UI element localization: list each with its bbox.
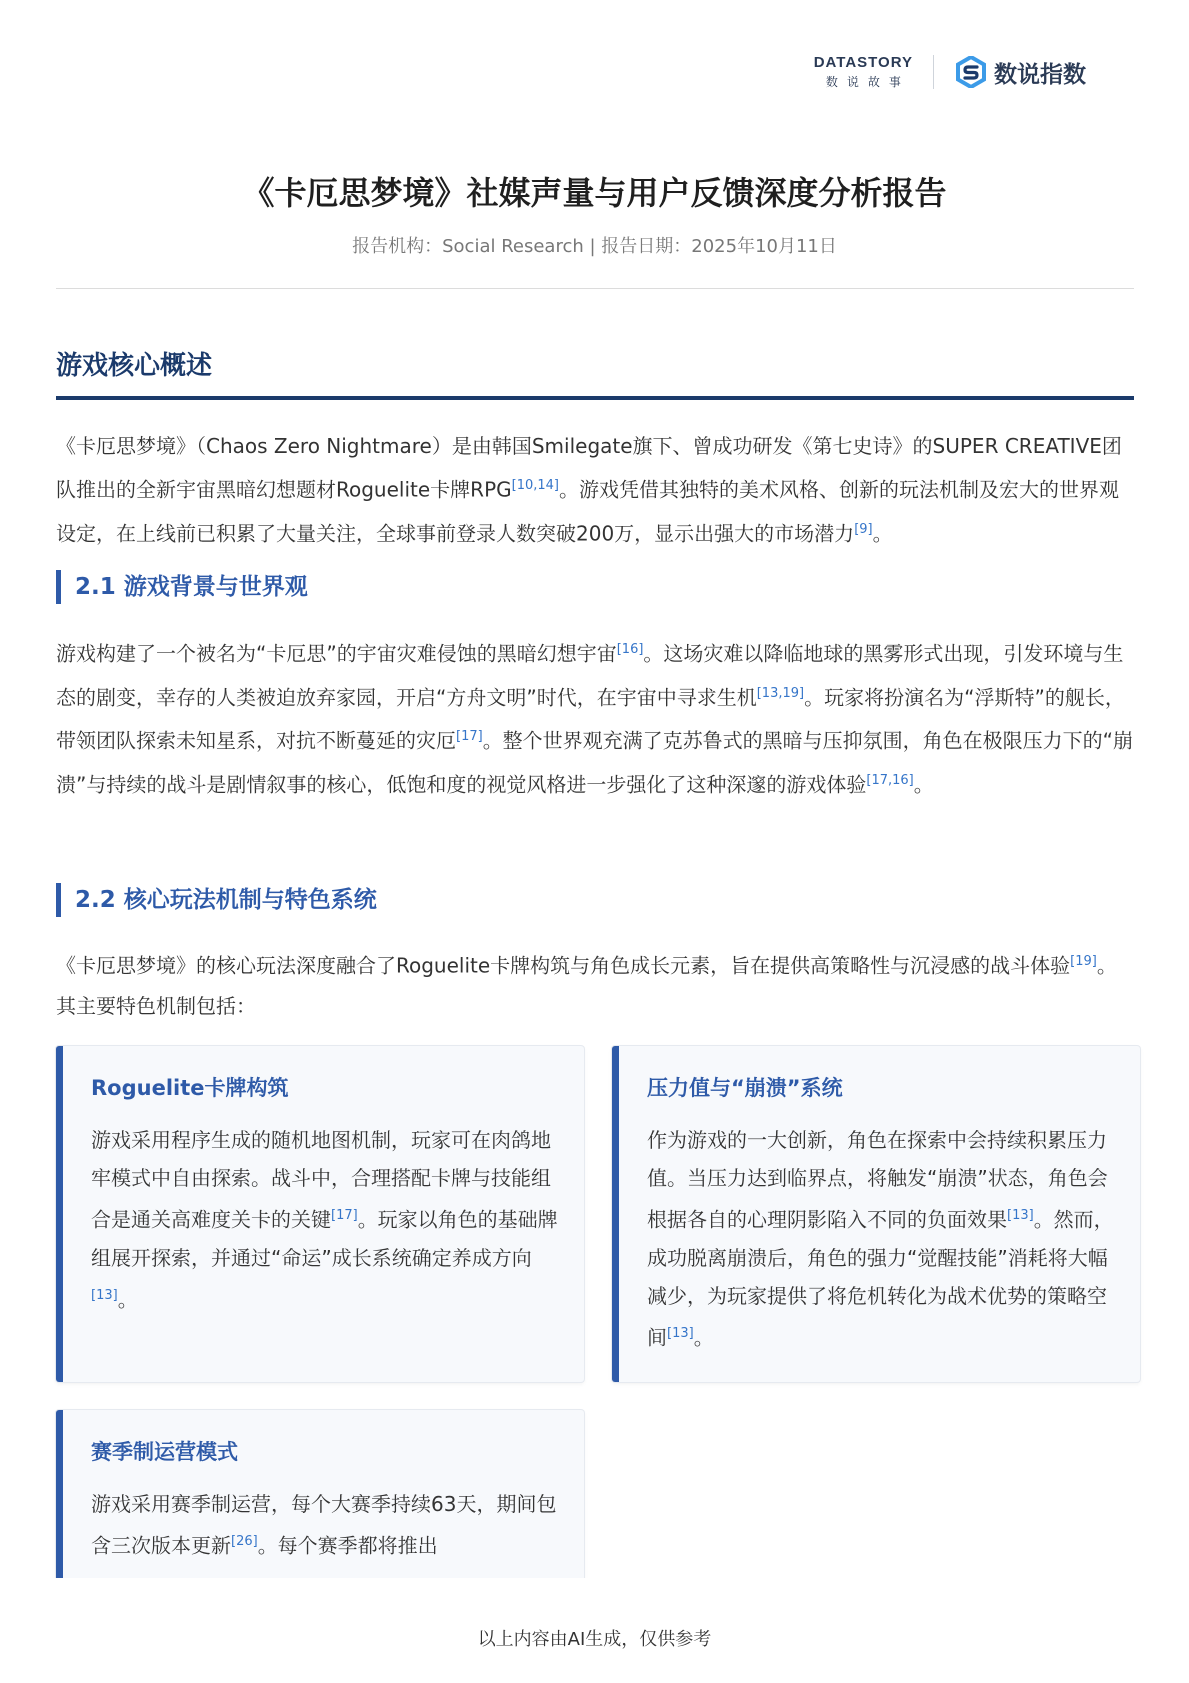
section-divider	[56, 396, 1134, 400]
citation[interactable]: [16]	[616, 642, 644, 657]
datastory-hexagon-icon	[956, 56, 986, 88]
citation[interactable]: [17]	[331, 1208, 358, 1223]
brand-logo	[956, 56, 1086, 89]
citation[interactable]: [17]	[456, 729, 483, 745]
citation[interactable]: [13,19]	[756, 685, 805, 701]
feature-card-stress	[612, 1046, 1140, 1382]
card-title: 压力值与“崩溃”系统	[647, 1076, 843, 1100]
report-title: 《卡厄思梦境》社媒声量与用户反馈深度分析报告	[242, 174, 947, 212]
citation[interactable]: [26]	[231, 1534, 258, 1549]
citation[interactable]: [10,14]	[511, 478, 559, 493]
subsection-title-background: 2.1 游戏背景与世界观	[56, 570, 308, 604]
card-title: Roguelite卡牌构筑	[91, 1076, 289, 1100]
section-title: 游戏核心概述	[56, 351, 213, 381]
intro-paragraph: 《卡厄思梦境》（Chaos Zero Nightmare）是由韩国Smilegate旗下、曾成功研发《第七史诗》的SUPER CREATIVE团队推出的全新宇宙黑暗幻想题材Roguelite卡牌RPG[10,14]。游戏凭借其独特的美术风格、创新的玩法机制及宏大的世界观设定，在上线前已积累了大量关注，全球事前登录人数突破200万，显示出强大的市场潜力[9]。	[56, 434, 1122, 546]
gameplay-paragraph: 《卡厄思梦境》的核心玩法深度融合了Roguelite卡牌构筑与角色成长元素，旨在提供高策略性与沉浸感的战斗体验[19]。其主要特色机制包括：	[56, 953, 1117, 1018]
citation[interactable]: [9]	[854, 521, 873, 537]
datastory-logo-en: DATASTORY	[813, 54, 913, 71]
logo-divider	[933, 55, 934, 89]
citation[interactable]: [19]	[1070, 954, 1097, 969]
subsection-title-gameplay: 2.2 核心玩法机制与特色系统	[56, 883, 377, 917]
title-divider	[56, 288, 1134, 289]
background-paragraph: 游戏构建了一个被名为“卡厄思”的宇宙灾难侵蚀的黑暗幻想宇宙[16]。这场灾难以降临地球的黑雾形式出现，引发环境与生态的剧变，幸存的人类被迫放弃家园，开启“方舟文明”时代，在宇宙中寻求生机[13,19]。玩家将扮演名为“浮斯特”的舰长，带领团队探索未知星系，对抗不断蔓延的灾厄[17]。整个世界观充满了克苏鲁式的黑暗与压抑氛围，角色在极限压力下的“崩溃”与持续的战斗是剧情叙事的核心，低饱和度的视觉风格进一步强化了这种深邃的游戏体验[17,16]。	[56, 641, 1134, 797]
citation[interactable]: [13]	[1007, 1208, 1034, 1223]
datastory-logo	[814, 54, 913, 90]
report-meta: 报告机构：Social Research | 报告日期：2025年10月11日	[352, 236, 837, 257]
feature-card-roguelite	[56, 1046, 584, 1382]
citation[interactable]: [13]	[667, 1325, 694, 1341]
brand-name: 数说指数	[994, 61, 1086, 88]
citation[interactable]: [17,16]	[866, 772, 914, 788]
card-body: 游戏采用程序生成的随机地图机制，玩家可在肉鸽地牢模式中自由探索。战斗中，合理搭配卡牌与技能组合是通关高难度关卡的关键[17]。玩家以角色的基础牌组展开探索，并通过“命运”成长系统确定养成方向[13]。	[91, 1128, 558, 1312]
card-body: 作为游戏的一大创新，角色在探索中会持续积累压力值。当压力达到临界点，将触发“崩溃”状态，角色会根据各自的心理阴影陷入不同的负面效果[13]。然而，成功脱离崩溃后，角色的强力“觉醒技能”消耗将大幅减少，为玩家提供了将危机转化为战术优势的策略空间[13]。	[647, 1128, 1114, 1350]
citation[interactable]: [13]	[91, 1287, 118, 1303]
ai-disclaimer: 以上内容由AI生成，仅供参考	[477, 1629, 712, 1650]
card-body: 游戏采用赛季制运营，每个大赛季持续63天，期间包含三次版本更新[26]。每个赛季都将推出	[91, 1492, 557, 1558]
datastory-logo-cn: 数说故事	[825, 75, 910, 89]
card-title: 赛季制运营模式	[91, 1440, 238, 1464]
header-logos	[814, 54, 1086, 90]
